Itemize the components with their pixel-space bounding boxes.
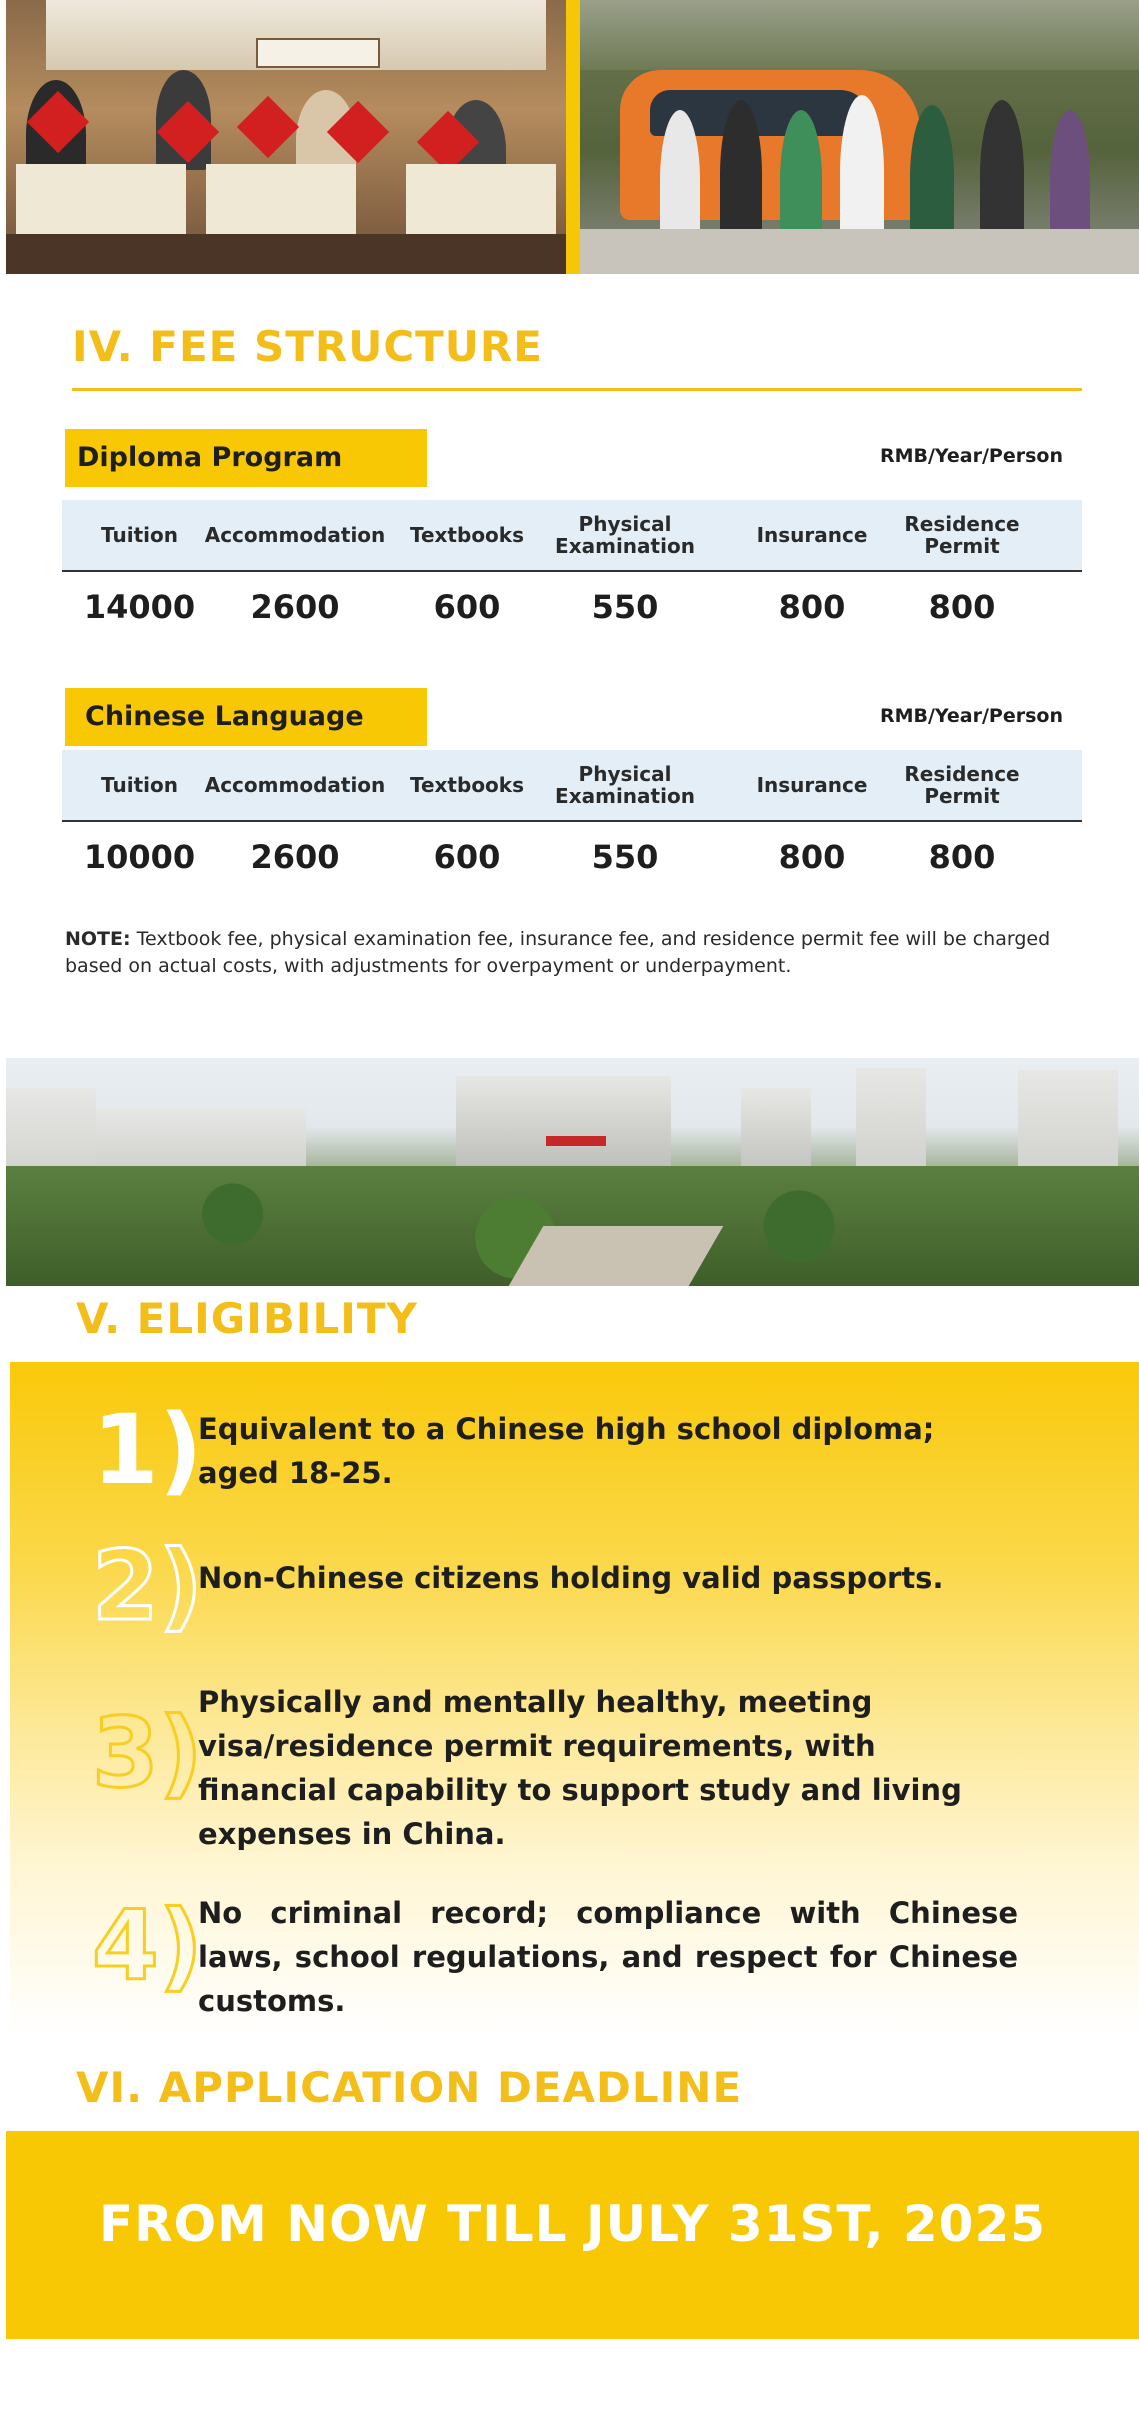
eligibility-item: Physically and mentally healthy, meeting visa/residence permit requirements, with financial capability to support study and living expenses in China. bbox=[198, 1685, 962, 1851]
cell-value: 800 bbox=[928, 838, 996, 876]
cell-value: 600 bbox=[433, 588, 501, 626]
campus-aerial-photo bbox=[6, 1058, 1139, 1286]
item-number: 3) bbox=[92, 1697, 203, 1809]
col-header: Textbooks bbox=[409, 523, 524, 547]
eligibility-item: No criminal record; compliance with Chinese laws, school regulations, and respect for Chinese customs. bbox=[198, 1896, 1018, 2018]
eligibility-title: V. ELIGIBILITY bbox=[76, 1294, 418, 1343]
col-header: Insurance bbox=[756, 773, 868, 797]
item-number: 1) bbox=[92, 1394, 203, 1506]
cell-value: 14000 bbox=[83, 588, 196, 626]
program-label: Chinese Language bbox=[65, 688, 427, 746]
col-header: Textbooks bbox=[409, 773, 524, 797]
classroom-calligraphy-photo bbox=[6, 0, 566, 274]
col-header: Tuition bbox=[101, 773, 178, 797]
table-header-row bbox=[62, 750, 1082, 822]
cell-value: 800 bbox=[778, 838, 846, 876]
deadline-text: FROM NOW TILL JULY 31ST, 2025 bbox=[98, 2195, 1047, 2253]
col-header: Physical Examination bbox=[555, 512, 695, 558]
cell-value: 10000 bbox=[83, 838, 196, 876]
note-label: NOTE: bbox=[65, 928, 131, 950]
eligibility-item: Equivalent to a Chinese high school diploma; aged 18-25. bbox=[198, 1412, 935, 1490]
cell-value: 800 bbox=[928, 588, 996, 626]
item-number: 4) bbox=[92, 1890, 203, 2002]
col-header: Accommodation bbox=[204, 523, 386, 547]
fee-structure-title: IV. FEE STRUCTURE bbox=[72, 322, 543, 371]
program-label: Diploma Program bbox=[65, 429, 427, 487]
note-text: Textbook fee, physical examination fee, insurance fee, and residence permit fee will be charged based on actual costs, with adjustments for overpayment or underpayment. bbox=[65, 928, 1051, 977]
col-header: Insurance bbox=[756, 523, 868, 547]
photo-divider bbox=[566, 0, 580, 274]
item-number: 2) bbox=[92, 1530, 203, 1642]
col-header: Tuition bbox=[101, 523, 178, 547]
col-header: Physical Examination bbox=[555, 762, 695, 808]
table-header-row bbox=[62, 500, 1082, 572]
eligibility-item: Non-Chinese citizens holding valid passports. bbox=[198, 1561, 944, 1595]
cell-value: 550 bbox=[591, 838, 659, 876]
cell-value: 2600 bbox=[250, 838, 340, 876]
col-header: Residence Permit bbox=[904, 762, 1020, 808]
col-header: Residence Permit bbox=[904, 512, 1020, 558]
cell-value: 550 bbox=[591, 588, 659, 626]
unit-label: RMB/Year/Person bbox=[879, 445, 1063, 467]
cell-value: 600 bbox=[433, 838, 501, 876]
unit-label: RMB/Year/Person bbox=[879, 705, 1063, 727]
deadline-title: VI. APPLICATION DEADLINE bbox=[76, 2063, 743, 2112]
col-header: Accommodation bbox=[204, 773, 386, 797]
fee-note bbox=[65, 926, 1070, 980]
cell-value: 2600 bbox=[250, 588, 340, 626]
group-with-van-photo bbox=[580, 0, 1139, 274]
cell-value: 800 bbox=[778, 588, 846, 626]
title-underline bbox=[72, 388, 1082, 391]
